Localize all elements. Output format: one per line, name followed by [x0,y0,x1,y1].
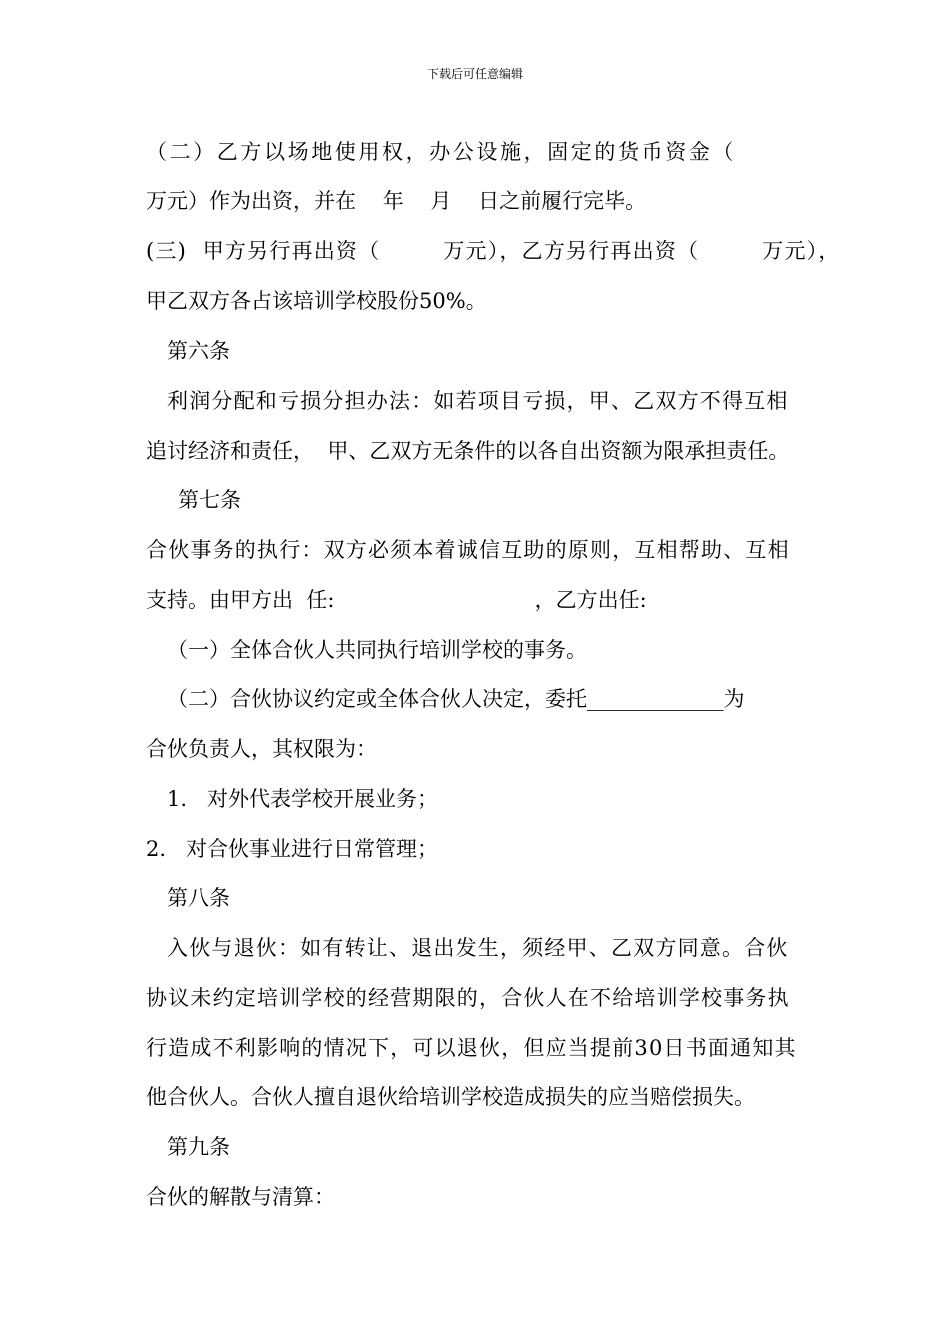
paragraph-line: （二）乙方以场地使用权，办公设施，固定的货币资金（ [146,140,736,164]
article-heading: 第六条 [167,339,230,363]
paragraph-line: 合伙的解散与清算： [146,1185,335,1209]
article-heading: 第九条 [167,1135,230,1159]
paragraph-line: (三) 甲方另行再出资（ 万元），乙方另行再出资（ 万元）， [146,239,841,263]
paragraph-line: 利润分配和亏损分担办法：如若项目亏损，甲、乙双方不得互相 [167,389,789,413]
paragraph-line: 合伙负责人，其权限为： [146,737,377,761]
paragraph-line: 万元）作为出资，并在 年 月 日之前履行完毕。 [146,189,647,213]
paragraph-line: 入伙与退伙：如有转让、退出发生，须经甲、乙双方同意。合伙 [167,936,789,960]
paragraph-line: 协议未约定培训学校的经营期限的，合伙人在不给培训学校事务执 [146,986,790,1010]
paragraph-line: 甲乙双方各占该培训学校股份50%。 [146,289,487,313]
paragraph-line: （一）全体合伙人共同执行培训学校的事务。 [167,638,587,662]
paragraph-line: 行造成不利影响的情况下，可以退伙，但应当提前30日书面通知其 [146,1036,797,1060]
paragraph-line: 支持。由甲方出 任: ，乙方出任: [146,588,647,612]
paragraph-line: 他合伙人。合伙人擅自退伙给培训学校造成损失的应当赔偿损失。 [146,1085,755,1109]
page-header-note: 下载后可任意编辑 [426,67,523,81]
article-heading: 第七条 [178,488,241,512]
paragraph-line: 合伙事务的执行：双方必须本着诚信互助的原则，互相帮助、互相 [146,538,790,562]
list-item: 2. 对合伙事业进行日常管理； [146,837,439,861]
paragraph-line: 追讨经济和责任， 甲、乙双方无条件的以各自出资额为限承担责任。 [146,439,790,463]
article-heading: 第八条 [167,886,230,910]
paragraph-line: （二）合伙协议约定或全体合伙人决定，委托_____________为 [167,687,745,711]
list-item: 1. 对外代表学校开展业务； [167,787,439,811]
